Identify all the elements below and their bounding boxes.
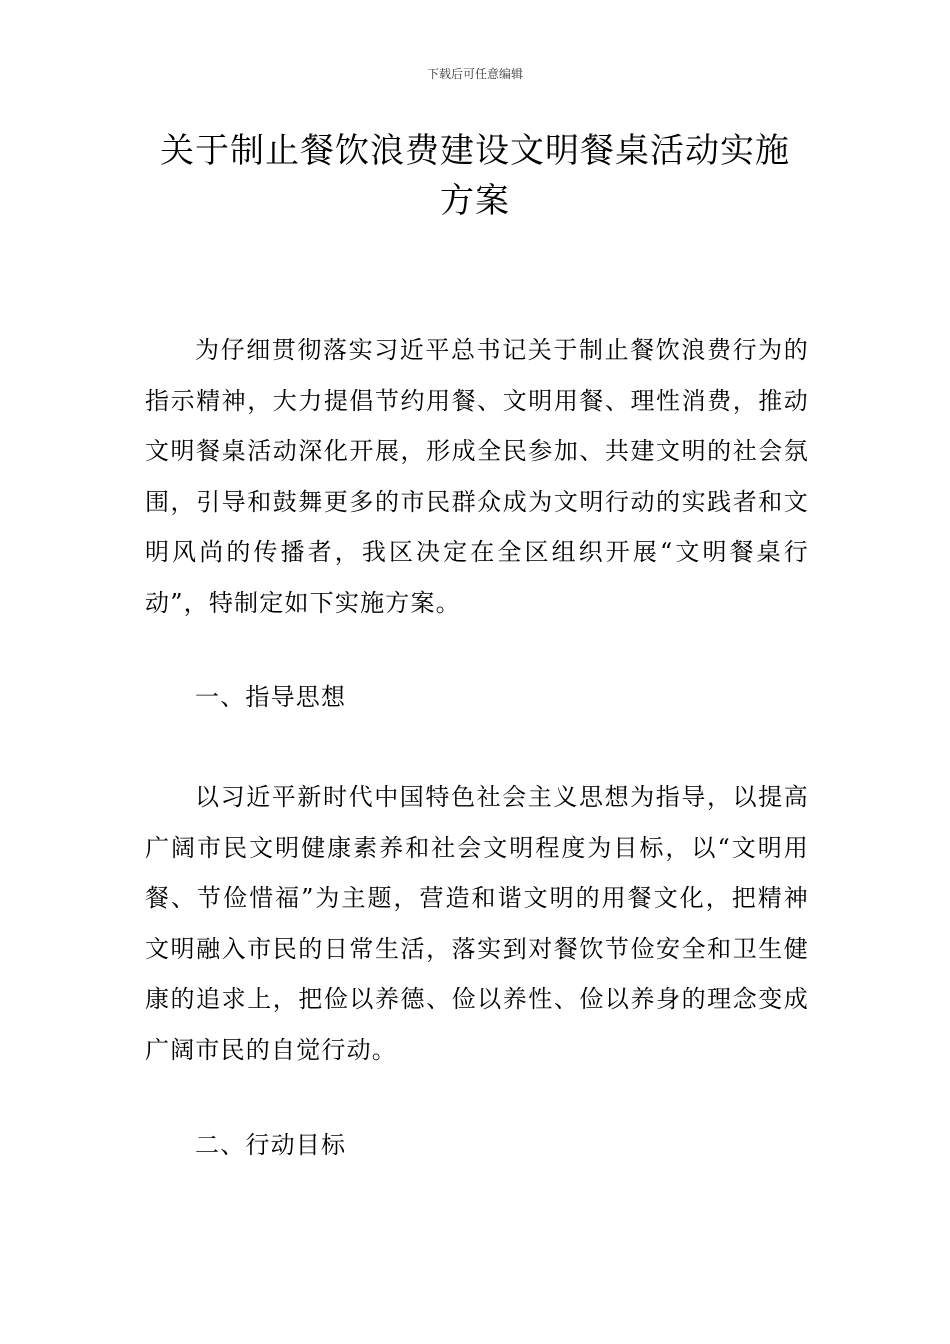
section-heading-action-goals: 二、行动目标	[195, 1131, 347, 1159]
document-title: 关于制止餐饮浪费建设文明餐桌活动实施方案	[160, 131, 790, 221]
section-heading-guiding-ideology: 一、指导思想	[195, 683, 347, 711]
header-note: 下载后可任意编辑	[426, 67, 523, 81]
intro-paragraph: 为仔细贯彻落实习近平总书记关于制止餐饮浪费行为的指示精神，大力提倡节约用餐、文明用餐、理性消费，推动文明餐桌活动深化开展，形成全民参加、共建文明的社会氛围，引导和鼓舞更多的市民群众成为文明行动的实践者和文明风尚的传播者，我区决定在全区组织开展“文明餐桌行动”，特制定如下实施方案。	[145, 336, 809, 617]
guiding-ideology-paragraph: 以习近平新时代中国特色社会主义思想为指导，以提高广阔市民文明健康素养和社会文明程度为目标，以“文明用餐、节俭惜福”为主题，营造和谐文明的用餐文化，把精神文明融入市民的日常生活，落实到对餐饮节俭安全和卫生健康的追求上，把俭以养德、俭以养性、俭以养身的理念变成广阔市民的自觉行动。	[145, 783, 809, 1064]
